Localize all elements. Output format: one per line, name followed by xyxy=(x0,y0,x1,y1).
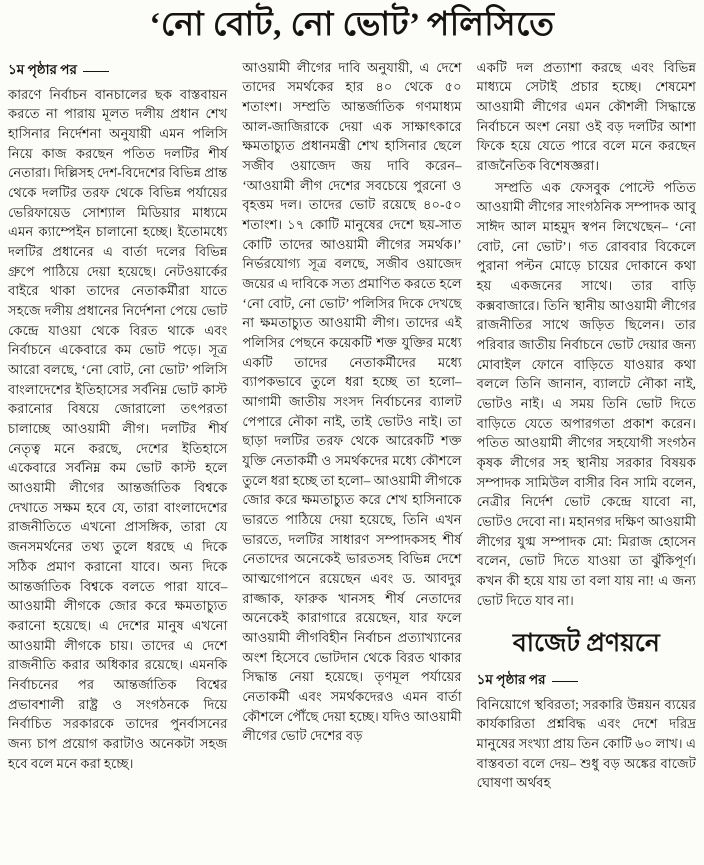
main-headline: ‘নো বোট, নো ভোট’ পলিসিতে xyxy=(149,7,555,43)
article-columns xyxy=(8,58,696,794)
article1-column2-text: আওয়ামী লীগের দাবি অনুযায়ী, এ দেশে তাদের সমর্থকের হার ৪০ থেকে ৫০ শতাংশ। সম্প্রতি আন্তর্জাতিক গণমাধ্যম আল-জাজিরাকে দেয়া এক সাক্ষাৎকারে ক্ষমতাচ্যুত প্রধানমন্ত্রী শেখ হাসিনার ছেলে সজীব ওয়াজেদ জয় দাবি করেন– ‘আওয়ামী লীগ দেশের সবচেয়ে পুরনো ও বৃহত্তম দল। তাদের ভোট রয়েছে ৪০-৫০ শতাংশ। ১৭ কোটি মানুষের দেশে ছয়-সাত কোটি তাদের আওয়ামী লীগের সমর্থক।’ নির্ভরযোগ্য সূত্র বলছে, সজীব ওয়াজেদ জয়ের এ দাবিকে সত্য প্রমাণিত করতে হলে ‘নো বোট, নো ভোট’ পলিসির দিকে দেখছে না ক্ষমতাচ্যুত আওয়ামী লীগ। তাদের এই পলিসির পেছনে কয়েকটি শক্ত যুক্তির মধ্যে একটি তাদের নেতাকর্মীদের মধ্যে ব্যাপকভাবে তুলে ধরা হচ্ছে তা হলো– আগামী জাতীয় সংসদ নির্বাচনের ব্যালট পেপারে নৌকা নাই, তাই ভোটও নাই। তা ছাড়া দলটির তরফ থেকে আরেকটি শক্ত যুক্তি নেতাকর্মী ও সমর্থকদের মধ্যে কৌশলে তুলে ধরা হচ্ছে তা হলো– আওয়ামী লীগকে জোর করে ক্ষমতাচ্যুত করে শেখ হাসিনাকে ভারতে পাঠিয়ে দেয়া হয়েছে, তিনি এখন ভারতে, দলটির সাধারণ সম্পাদকসহ শীর্ষ নেতাদের অনেকেই ভারতসহ বিভিন্ন দেশে আত্মগোপনে রয়েছেন এবং ড. আবদুর রাজ্জাক, ফারুক খানসহ শীর্ষ নেতাদের অনেকেই কারাগারে রয়েছেন, যার ফলে আওয়ামী লীগবিহীন নির্বাচন প্রত্যাখ্যানের অংশ হিসেবে ভোটদান থেকে বিরত থাকার সিদ্ধান্ত নেয়া হয়েছে। তৃণমূল পর্যায়ের নেতাকর্মী এবং সমর্থকদেরও এমন বার্তা কৌশলে পৌঁছে দেয়া হচ্ছে। যদিও আওয়ামী লীগের ভোট দেশের বড় xyxy=(242,59,462,744)
article2-headline: বাজেট প্রণয়নে xyxy=(512,630,660,658)
continued-from-page1-label-text: ১ম পৃষ্ঠার পর xyxy=(8,61,77,77)
article1-column3-paragraph2: সম্প্রতি এক ফেসবুক পোস্টে পতিত আওয়ামী লীগের সাংগঠনিক সম্পাদক আবু সাঈদ আল মাহমুদ স্বপন লিখেছেন– ‘নো বোট, নো ভোট’। গত রোববার বিকেলে পুরানা পল্টন মোড়ে চায়ের দোকানে কথা হয় একজনের সাথে। তার বাড়ি কক্সবাজারে। তিনি স্থানীয় আওয়ামী লীগের রাজনীতির সাথে জড়িত ছিলেন। তার পরিবার জাতীয় নির্বাচনে ভোট দেয়ার জন্য মোবাইল ফোনে বাড়িতে যাওয়ার কথা বললে তিনি জানান, ব্যালটে নৌকা নাই, ভোটও নাই। এ সময় তিনি ভোট দিতে বাড়িতে যেতে অপারগতা প্রকাশ করেন। পতিত আওয়ামী লীগের সহযোগী সংগঠন কৃষক লীগের সহ স্থানীয় সরকার বিষয়ক সম্পাদক সামিউল বাসীর বিন সামি বলেন, নেত্রীর নির্দেশ ভোট কেন্দ্রে যাবো না, ভোটও দেবো না। মহানগর দক্ষিণ আওয়ামী লীগের যুগ্ম সম্পাদক মো: মিরাজ হোসেন বলেন, ভোট দিতে যাওয়া তা ঝুঁকিপূর্ণ। কখন কী হয়ে যায় তা বলা যায় না! এ জন্য ভোট দিতে যাব না। xyxy=(476,179,696,608)
article1-column3-paragraph1: একটি দল প্রত্যাশা করছে এবং বিভিন্ন মাধ্যমে সেটাই প্রচার হচ্ছে। শেষমেশ আওয়ামী লীগের এমন কৌশলী সিদ্ধান্তে নির্বাচনে অংশ নেয়া ওই বড় দলটির আশা ফিকে হয়ে যেতে পারে বলে মনে করছেন রাজনৈতিক বিশেষজ্ঞরা। xyxy=(476,59,696,173)
article1-column1-text: কারণে নির্বাচন বানচালের ছক বাস্তবায়ন করতে না পারায় মূলত দলীয় প্রধান শেখ হাসিনার নির্দেশনা অনুযায়ী এমন পলিসি নিয়ে কাজ করছেন পতিত দলটির শীর্ষ নেতারা। দিল্লিসহ দেশ-বিদেশের বিভিন্ন প্রান্ত থেকে দলটির তরফ থেকে বিভিন্ন পর্যায়ের ভেরিফায়েড সোশ্যাল মিডিয়ার মাধ্যমে এমন ক্যাম্পেইন চালানো হচ্ছে। ইতোমধ্যে দলটির প্রধানের এ বার্তা দলের বিভিন্ন গ্রুপে পাঠিয়ে দেয়া হয়েছে। নেটওয়ার্কের বাইরে থাকা তাদের নেতাকর্মীরা যাতে সহজে দলীয় প্রধানের নির্দেশনা পেয়ে ভোট কেন্দ্রে যাওয়া থেকে বিরত থাকে এবং নির্বাচনে একেবারে কম ভোট পড়ে। সূত্র আরো বলছে, ‘নো বোট, নো ভোট’ পলিসি বাংলাদেশের ইতিহাসের সর্বনিম্ন ভোট কাস্ট করানোর বিষয়ে জোরালো তৎপরতা চালাচ্ছে আওয়ামী লীগ। দলটির শীর্ষ নেতৃত্ব মনে করছে, দেশের ইতিহাসে একেবারে সর্বনিম্ন কম ভোট কাস্ট হলে আওয়ামী লীগের আন্তর্জাতিক বিশ্বকে দেখাতে সক্ষম হবে যে, তারা বাংলাদেশের রাজনীতিতে এখনো প্রাসঙ্গিক, তারা যে জনসমর্থনের তথ্য তুলে ধরছে এ দিকে সঠিক প্রমাণ করানো যাবে। অন্য দিকে আন্তর্জাতিক বিশ্বকে বলতে পারা যাবে– আওয়ামী লীগকে জোর করে ক্ষমতাচ্যুত করানো হয়েছে। এ দেশের মানুষ এখনো আওয়ামী লীগকে চায়। তাদের এ দেশে রাজনীতি করার অধিকার রয়েছে। এমনকি নির্বাচনের পর আন্তর্জাতিক বিশ্বের প্রভাবশালী রাষ্ট্র ও সংগঠনকে দিয়ে নির্বাচিত সরকারকে তাদের পুনর্বাসনের জন্য চাপ প্রয়োগ করাটাও অনেকটা সহজ হবে বলে মনে করা হচ্ছে। xyxy=(8,86,228,771)
column-3 xyxy=(477,58,696,794)
article2-continued-from-page1-label xyxy=(477,670,696,690)
article2-text: বিনিয়োগে স্থবিরতা; সরকারি উন্নয়ন ব্যয়ের কার্যকারিতা প্রশ্নবিদ্ধ এবং দেশে দরিদ্র মানুষের সংখ্যা প্রায় তিন কোটি ৬০ লাখ। এ বাস্তবতা বলে দেয়– শুধু বড় অঙ্কের বাজেট ঘোষণা অর্থবহ xyxy=(476,696,696,791)
column-1 xyxy=(8,58,227,774)
continued-from-page1-label xyxy=(8,60,227,80)
column-2 xyxy=(242,58,461,747)
article2-continued-from-page1-label-text: ১ম পৃষ্ঠার পর xyxy=(476,671,546,687)
